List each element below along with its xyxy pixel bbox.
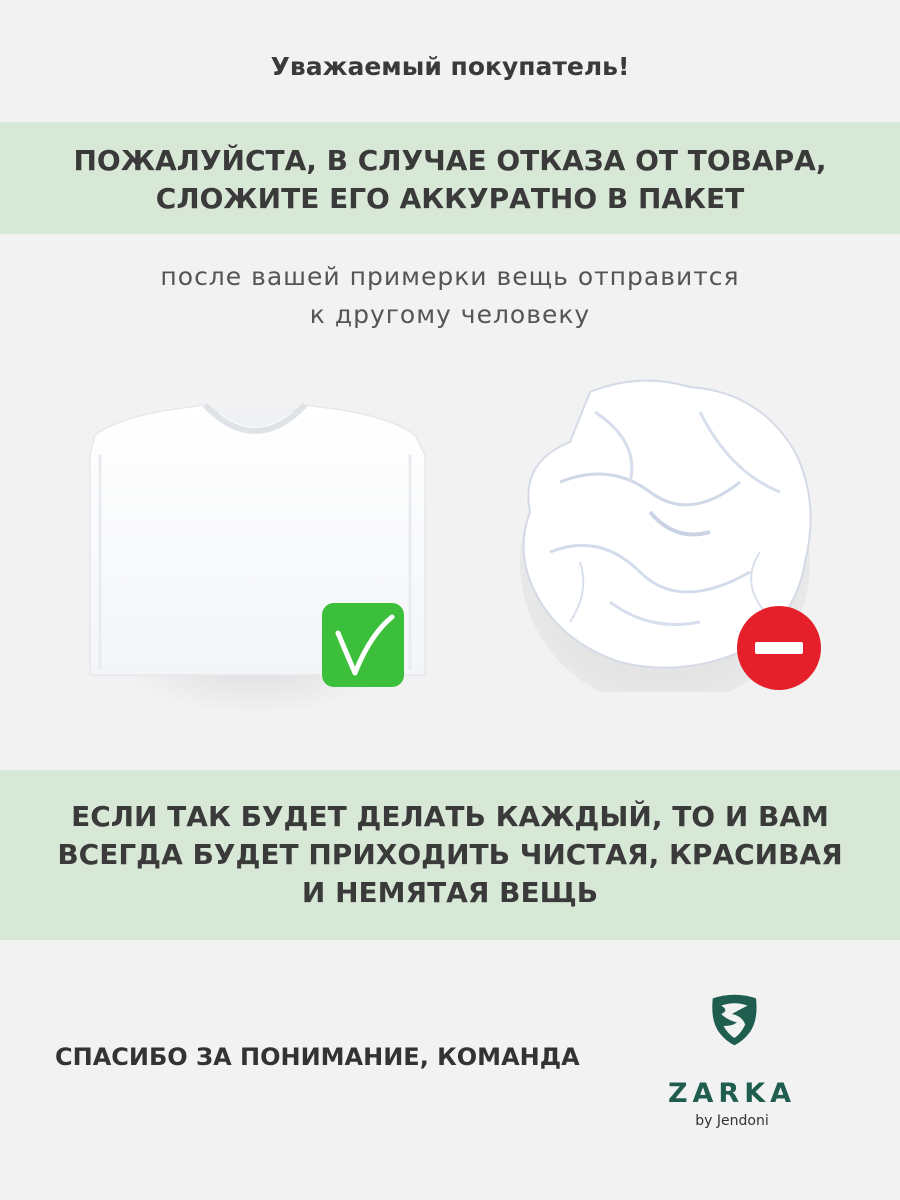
thanks-text: СПАСИБО ЗА ПОНИМАНИЕ, КОМАНДА (55, 1043, 580, 1071)
bottom-banner (0, 770, 900, 940)
bottom-banner-line: ЕСЛИ ТАК БУДЕТ ДЕЛАТЬ КАЖДЫЙ, ТО И ВАМ (71, 800, 829, 833)
bottom-banner-text (0, 798, 900, 912)
folded-tshirt-image (80, 395, 430, 725)
brand-subtitle: by Jendoni (695, 1113, 769, 1129)
minus-icon (737, 606, 821, 690)
note-text (0, 258, 900, 334)
bottom-banner-line: И НЕМЯТАЯ ВЕЩЬ (301, 876, 599, 909)
check-icon (322, 603, 404, 687)
note-line: после вашей примерки вещь отправится (160, 262, 740, 291)
zarka-logo-icon (660, 990, 810, 1080)
page-title: Уважаемый покупатель! (270, 52, 630, 81)
crumpled-tshirt-image (500, 372, 830, 692)
top-banner (0, 122, 900, 234)
bottom-banner-line: ВСЕГДА БУДЕТ ПРИХОДИТЬ ЧИСТАЯ, КРАСИВАЯ (57, 838, 843, 871)
top-banner-line: ПОЖАЛУЙСТА, В СЛУЧАЕ ОТКАЗА ОТ ТОВАРА, (73, 144, 827, 177)
top-banner-line: СЛОЖИТЕ ЕГО АККУРАТНО В ПАКЕТ (155, 182, 745, 215)
brand-name: ZARKA (667, 1078, 797, 1109)
top-banner-text (0, 142, 900, 218)
note-line: к другому человеку (309, 300, 591, 329)
